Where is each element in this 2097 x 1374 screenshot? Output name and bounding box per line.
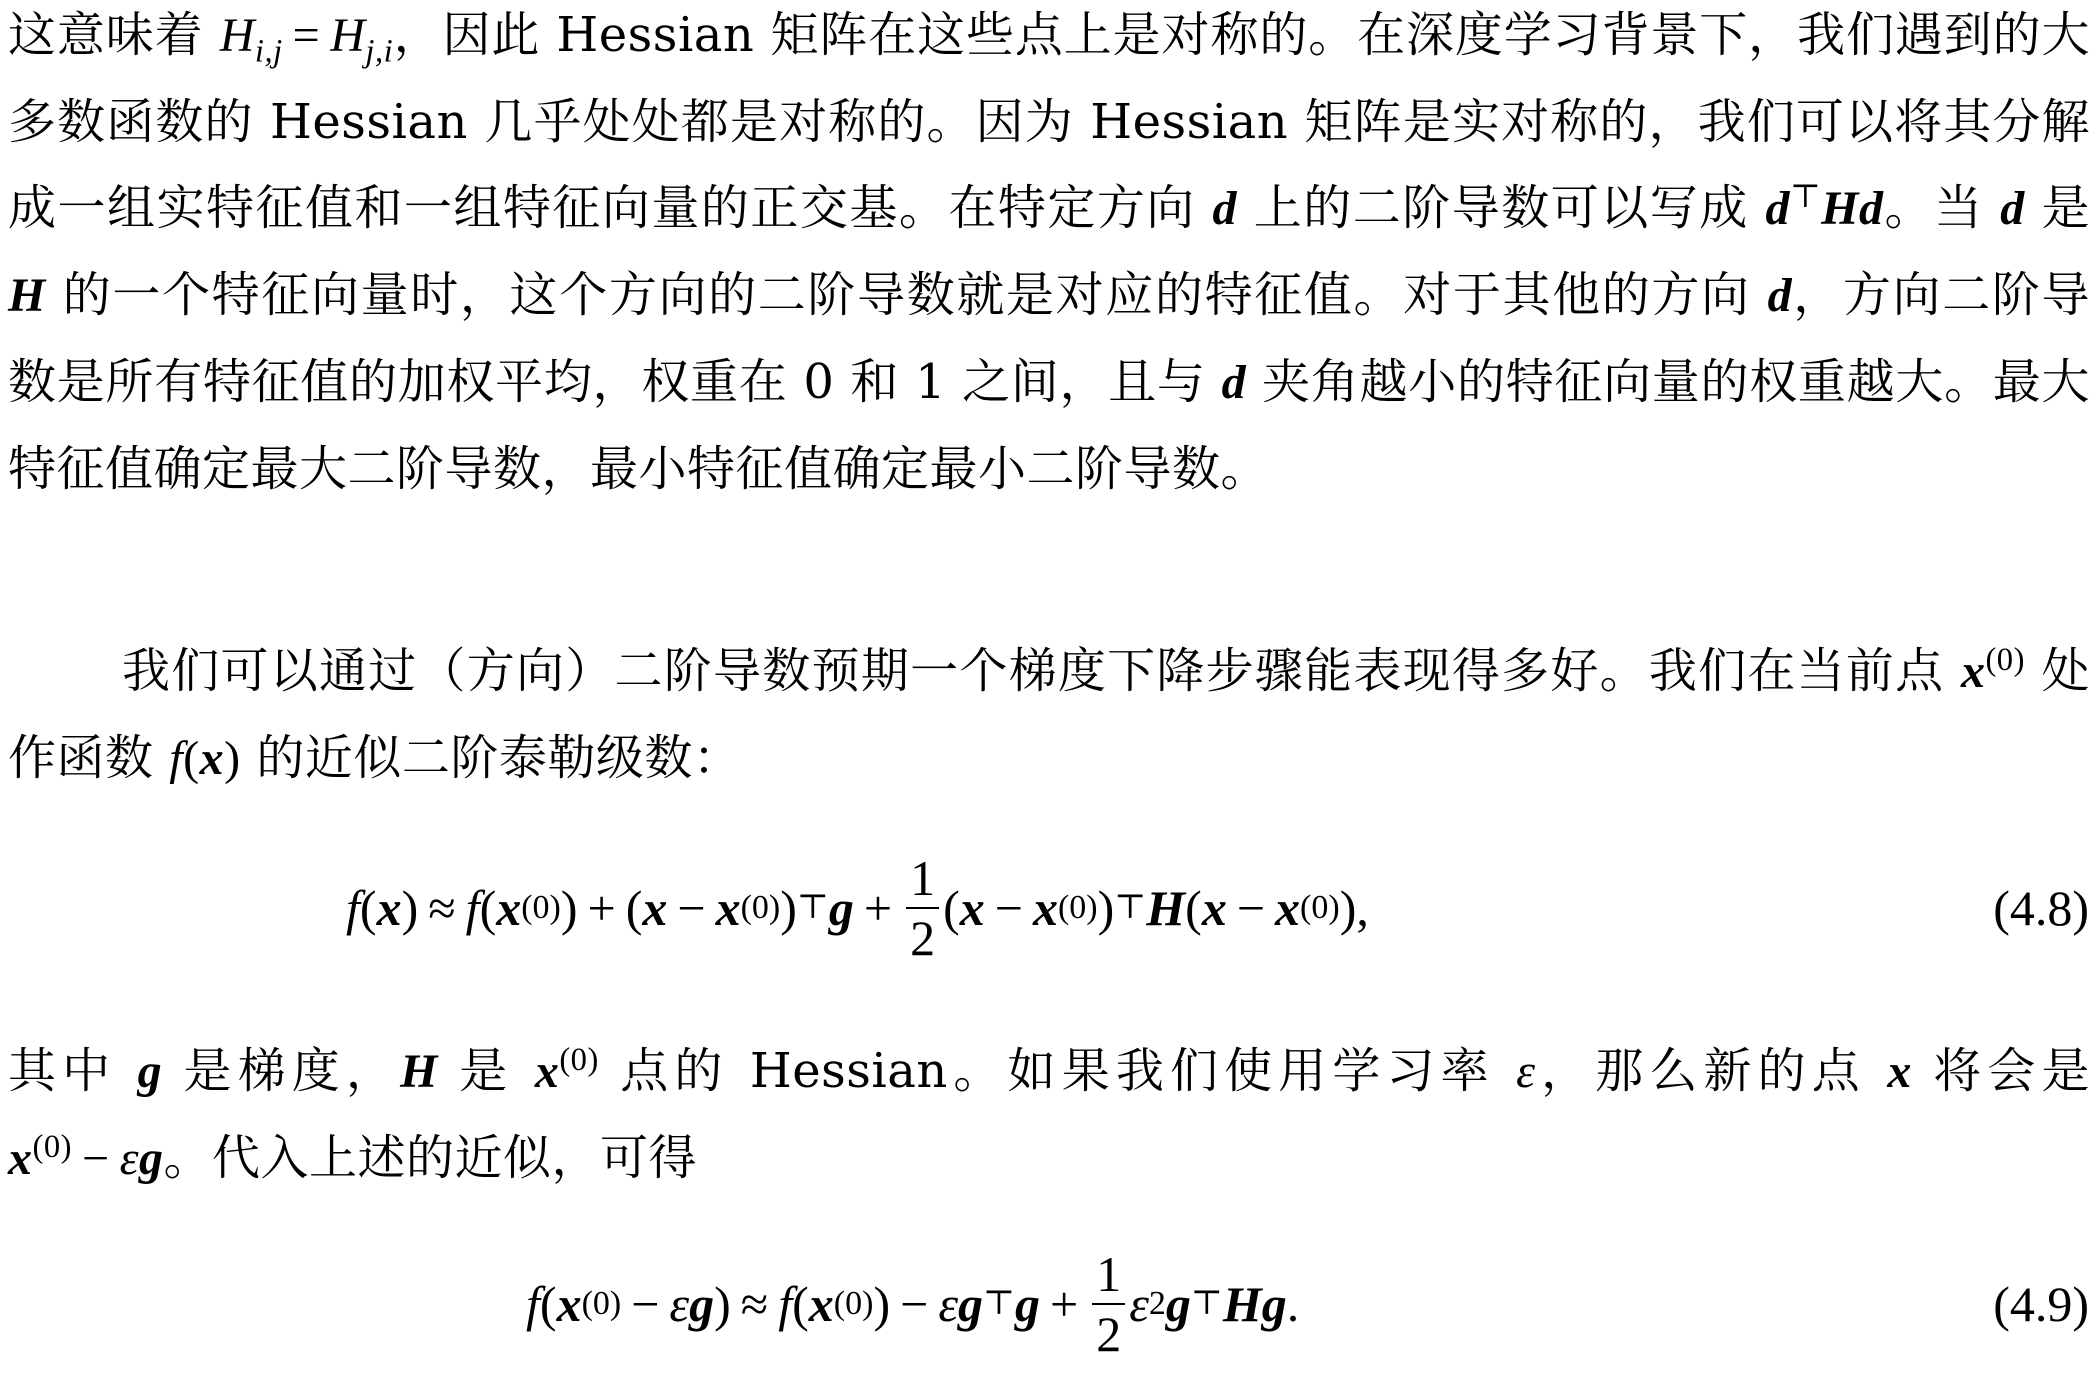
math-g: g [137,1045,163,1098]
math-H: H [400,1045,438,1098]
text-run: 点的 Hessian。如果我们使用学习率 [598,1043,1517,1099]
math-h-ij: $H_{i,j}$ [219,9,283,70]
text-run: 的近似二阶泰勒级数： [240,730,742,786]
math-x: x [1887,1045,1912,1098]
text-run: 夹角越小的特征向量的权重越大。最大特征值确定最大二阶导数，最小特征值确定最小二阶导数。 [8,354,2091,497]
equation-number: (4.9) [1993,1276,2089,1332]
math-x0-minus-eps-g: $x^{(0)} - \varepsilon g$ [8,1129,164,1185]
equation-number: (4.8) [1993,880,2089,936]
fraction-one-half: $\frac{1}{2}$ [1092,1249,1125,1359]
math-x0: $x^{(0)}$ [534,1042,599,1098]
math-dT-H-d: d⊤Hd [1765,179,1884,235]
text-run: 。代入上述的近似，可得 [163,1130,698,1186]
equation-4-9 [0,1244,2097,1364]
math-f-of-x: f(x) [169,732,241,785]
equation-4-9-body: f ( x (0) − ε g ) ≈ f ( x (0) ) − ε g ⊤ g + $\frac{1}{2}$ ε 2 g ⊤ H g . [526,1246,1300,1362]
text-run: ，那么新的点 [1535,1043,1888,1099]
text-run: 是 [2024,180,2090,236]
math-epsilon: ε [1516,1045,1536,1098]
fraction-one-half: $\frac{1}{2}$ [906,853,939,963]
text-run: 。当 [1883,180,2001,236]
paragraph-gradient-step [8,1028,2090,1202]
text-run: ，因此 Hessian 矩阵在这些点上是对称的。在深度学习背景下，我们遇到的大多数函数的 Hessian 几乎处处都是对称的。因为 Hessian 矩阵是实对称的，我们可以将其分解成一组实特征值和一组特征向量的正交基。在特定方向 [8,7,2091,236]
text-run: 的一个特征向量时，这个方向的二阶导数就是对应的特征值。对于其他的方向 [45,267,1768,323]
text-run: 上的二阶导数可以写成 [1237,180,1766,236]
paragraph-taylor-intro [8,628,2090,802]
math-equals: = [292,9,321,62]
text-run: 是梯度， [162,1043,401,1099]
text-run: ，方向二阶导数是所有特征值的加权平均，权重在 0 和 1 之间，且与 [8,267,2090,410]
equation-4-8-body: f ( x ) ≈ f ( x (0) ) + ( x − x (0) ) ⊤ g + $\frac{1}{2}$ ( x − x (0) ) ⊤ H ( x − x (0) ) , [346,850,1369,966]
text-run: 这意味着 [8,7,220,63]
text-run: 将会是 [1911,1043,2090,1099]
equation-4-8 [0,848,2097,968]
math-x0: $x^{(0)}$ [1960,642,2025,698]
math-d: d [1212,182,1238,235]
math-d: d [2000,182,2025,235]
math-d: d [1221,356,1247,409]
text-run: 是 [437,1043,535,1099]
math-d: d [1767,269,1793,322]
text-run: 其中 [8,1043,138,1099]
math-h-ji: $H_{j,i}$ [330,9,394,70]
text-run: 处作函数 [8,643,2090,786]
math-H: H [8,269,46,322]
paragraph-hessian-symmetry [8,0,2090,512]
text-run: 我们可以通过（方向）二阶导数预期一个梯度下降步骤能表现得多好。我们在当前点 [122,643,1961,699]
